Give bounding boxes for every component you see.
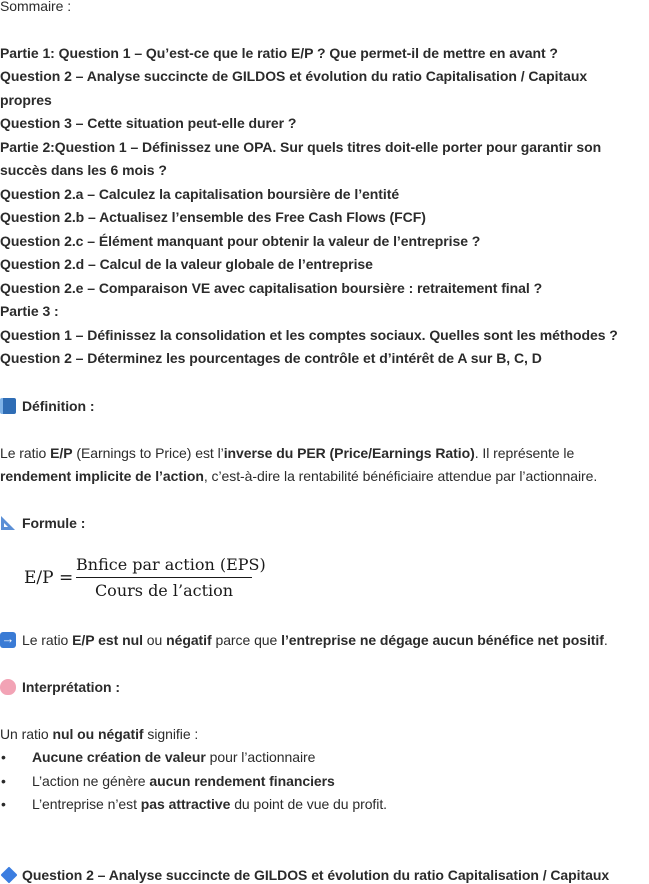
- summary-item: Question 2.d – Calcul de la valeur globale de l’entreprise: [0, 256, 373, 272]
- summary-item: Partie 2:Question 1 – Définissez une OPA. Sur quels titres doit-elle porter pour garantir son: [0, 139, 602, 155]
- summary-item: Question 3 – Cette situation peut-elle durer ?: [0, 115, 297, 131]
- formula-heading: Formule :: [0, 514, 85, 532]
- summary-item: Question 2 – Déterminez les pourcentages de contrôle et d’intérêt de A sur B, C, D: [0, 350, 542, 366]
- summary-item: Question 2.a – Calculez la capitalisation boursière de l’entité: [0, 186, 400, 202]
- right-arrow-icon: →: [1, 631, 15, 646]
- formula-lhs: E/P =: [24, 568, 74, 588]
- summary-item: Question 2.b – Actualisez l’ensemble des Free Cash Flows (FCF): [0, 209, 426, 225]
- brain-icon: [0, 679, 16, 695]
- triangular-ruler-icon: [0, 515, 16, 531]
- book-icon: [0, 398, 16, 414]
- formula-numerator: Bnfice par action (EPS): [76, 555, 266, 574]
- summary-item: Question 2.e – Comparaison VE avec capitalisation boursière : retraitement final ?: [0, 280, 543, 296]
- summary-item: Question 1 – Définissez la consolidation et les comptes sociaux. Quelles sont les méthodes ?: [0, 327, 618, 343]
- summary-item: Question 2 – Analyse succincte de GILDOS et évolution du ratio Capitalisation / Capitaux: [0, 68, 588, 84]
- bullet-icon: •: [1, 773, 6, 789]
- formula-fraction: [76, 555, 266, 601]
- summary-item: propres: [0, 92, 52, 108]
- document-page: Sommaire : Partie 1: Question 1 – Qu’est-ce que le ratio E/P ? Que permet-il de mettre en avant ? Question 2 – Analyse succincte de GILDOS et évolution du ratio Capitalisation / Capitaux propres Question 3 – Cette situation peut-elle durer ? Partie 2:Question 1 – Définissez une OPA. Sur quels titres doit-elle porter pour garantir son succès dans les 6 mois ? Question 2.a – Calculez la capitalisation boursière de l’entité Question 2.b – Actualisez l’ensemble des Free Cash Flows (FCF) Question 2.c – Élément manquant pour obtenir la valeur de l’entreprise ? Question 2.d – Calcul de la valeur globale de l’entreprise Question 2.e – Comparaison VE avec capitalisation boursière : retraitement final ? Partie 3 : Question 1 – Définissez la consolidation et les comptes sociaux. Quelles sont les méthodes ? Question 2 – Déterminez les pourcentages de contrôle et d’intérêt de A sur B, C, D Définition : Le ratio E/P (Earnings to Price) est l’inverse du PER (Price/Earnings Ratio). Il représente le rendement implicite de l’action, c’est-à-dire la rentabilité bénéficiaire attendue par l’actionnaire. Formule : E/P = Bnfice par action (EPS) Cours de l’action → Le ratio E/P est nul ou négatif parce que l’entreprise ne dégage aucun bénéfice net positif. Interprétation : Un ratio nul ou négatif signifie : • Aucune création de valeur pour l’actionnaire • L’action ne génère aucun rendement financiers • L’entreprise n’est pas attractive du point de vue du profit. Question 2 – Analyse succincte de GILDOS et évolution du ratio Capitalisation / Capitaux: [0, 0, 649, 883]
- note-line: → Le ratio E/P est nul ou négatif parce que l’entreprise ne dégage aucun bénéfice net positif.: [1, 631, 608, 648]
- definition-paragraph-line-1: Le ratio E/P (Earnings to Price) est l’inverse du PER (Price/Earnings Ratio). Il représente le: [0, 445, 575, 461]
- formula-denominator: Cours de l’action: [94, 581, 234, 600]
- summary-heading: Sommaire :: [0, 0, 72, 14]
- interpretation-intro: Un ratio nul ou négatif signifie :: [0, 726, 199, 742]
- summary-item: Partie 3 :: [0, 303, 59, 319]
- section-heading: Question 2 – Analyse succincte de GILDOS et évolution du ratio Capitalisation / Capitaux: [0, 866, 609, 884]
- definition-paragraph-line-2: rendement implicite de l’action, c’est-à-dire la rentabilité bénéficiaire attendue par l’actionnaire.: [0, 468, 598, 484]
- interpretation-heading: Interprétation :: [0, 678, 120, 696]
- definition-heading: Définition :: [0, 397, 95, 415]
- fraction-bar: [76, 577, 252, 578]
- summary-item: Question 2.c – Élément manquant pour obtenir la valeur de l’entreprise ?: [0, 233, 481, 249]
- summary-item: Partie 1: Question 1 – Qu’est-ce que le ratio E/P ? Que permet-il de mettre en avant ?: [0, 45, 558, 61]
- blue-diamond-icon: [1, 867, 18, 884]
- summary-item: succès dans les 6 mois ?: [0, 162, 167, 178]
- bullet-icon: •: [1, 749, 6, 765]
- bullet-icon: •: [1, 796, 6, 812]
